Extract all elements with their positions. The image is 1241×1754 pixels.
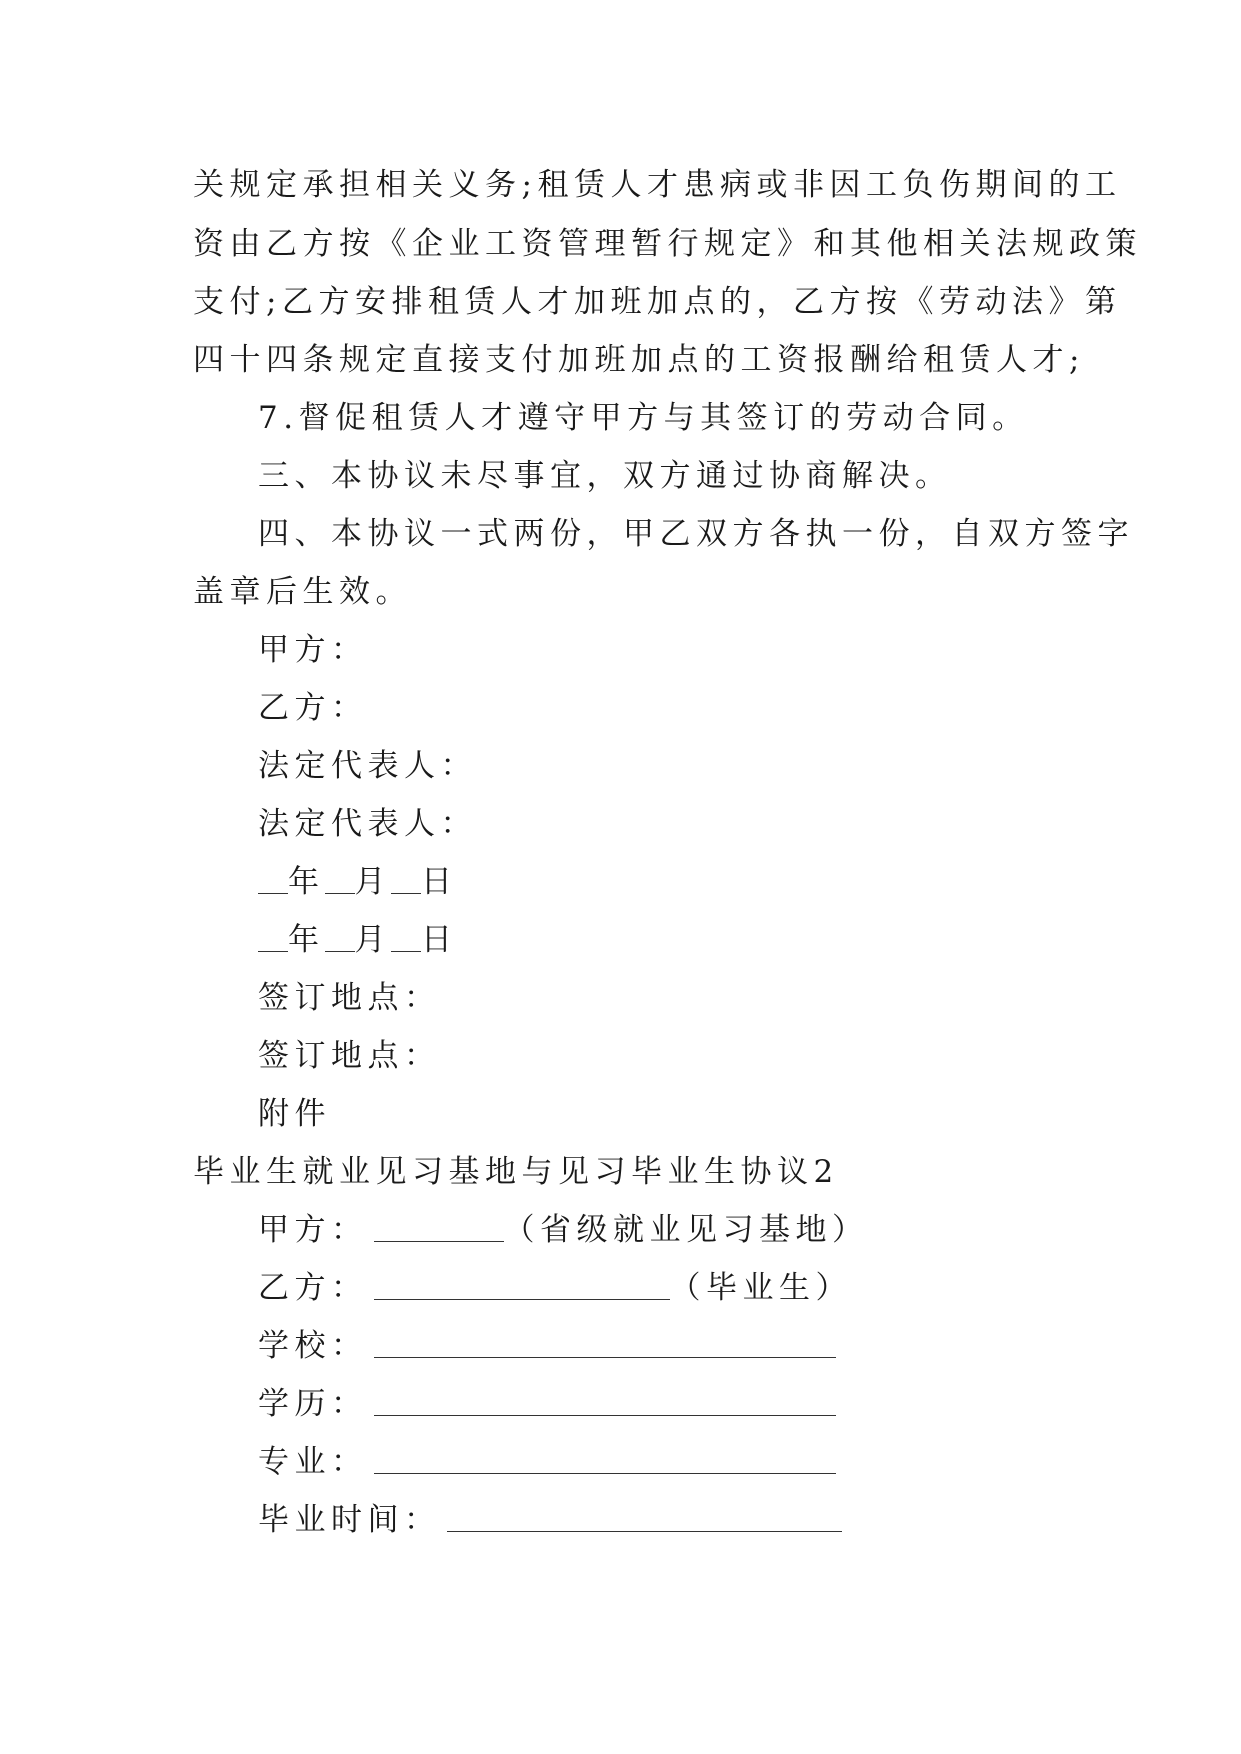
year-label: 年	[288, 922, 325, 958]
month-label: 月	[354, 864, 391, 900]
day-label: 日	[421, 864, 458, 900]
education-blank	[374, 1387, 836, 1416]
date-line-1	[258, 862, 458, 902]
day-blank	[391, 923, 421, 952]
party-b-label: 乙方：	[258, 1270, 368, 1306]
month-blank	[325, 865, 355, 894]
major-label: 专业：	[258, 1444, 368, 1480]
party-a-note: （省级就业见习基地）	[503, 1212, 869, 1248]
month-label: 月	[354, 922, 391, 958]
education-row	[258, 1384, 836, 1424]
legal-rep-label-2: 法定代表人：	[258, 806, 477, 842]
school-row	[258, 1326, 836, 1366]
school-label: 学校：	[258, 1328, 368, 1364]
party-a-blank	[374, 1213, 504, 1242]
day-label: 日	[421, 922, 458, 958]
day-blank	[391, 865, 421, 894]
paragraph-line: 资由乙方按《企业工资管理暂行规定》和其他相关法规政策	[193, 226, 1142, 262]
month-blank	[325, 923, 355, 952]
year-label: 年	[288, 864, 325, 900]
legal-rep-label-1: 法定代表人：	[258, 748, 477, 784]
year-blank	[258, 923, 288, 952]
party-b-blank	[374, 1271, 670, 1300]
attachment-label: 附件	[258, 1096, 331, 1132]
agreement-2-party-a	[258, 1210, 869, 1250]
grad-time-row	[258, 1500, 842, 1540]
clause-3: 三、本协议未尽事宜，双方通过协商解决。	[258, 458, 952, 494]
item-7: 7.督促租赁人才遵守甲方与其签订的劳动合同。	[258, 400, 1029, 436]
sign-place-label-1: 签订地点：	[258, 980, 441, 1016]
sign-place-label-2: 签订地点：	[258, 1038, 441, 1074]
school-blank	[374, 1329, 836, 1358]
clause-4-line-2: 盖章后生效。	[193, 574, 412, 610]
paragraph-line: 支付;乙方安排租赁人才加班加点的，乙方按《劳动法》第	[193, 284, 1122, 320]
party-a-label: 甲方：	[258, 632, 368, 668]
major-row	[258, 1442, 836, 1482]
party-a-label: 甲方：	[258, 1212, 368, 1248]
year-blank	[258, 865, 288, 894]
clause-4-line-1: 四、本协议一式两份，甲乙双方各执一份，自双方签字	[258, 516, 1134, 552]
party-b-note: （毕业生）	[669, 1270, 852, 1306]
education-label: 学历：	[258, 1386, 368, 1422]
agreement-2-party-b	[258, 1268, 852, 1308]
paragraph-line: 四十四条规定直接支付加班加点的工资报酬给租赁人才;	[193, 342, 1085, 378]
date-line-2	[258, 920, 458, 960]
major-blank	[374, 1445, 836, 1474]
grad-time-blank	[447, 1503, 842, 1532]
paragraph-line: 关规定承担相关义务;租赁人才患病或非因工负伤期间的工	[193, 167, 1122, 203]
grad-time-label: 毕业时间：	[258, 1502, 441, 1538]
party-b-label: 乙方：	[258, 690, 368, 726]
agreement-2-title: 毕业生就业见习基地与见习毕业生协议2	[193, 1154, 839, 1190]
